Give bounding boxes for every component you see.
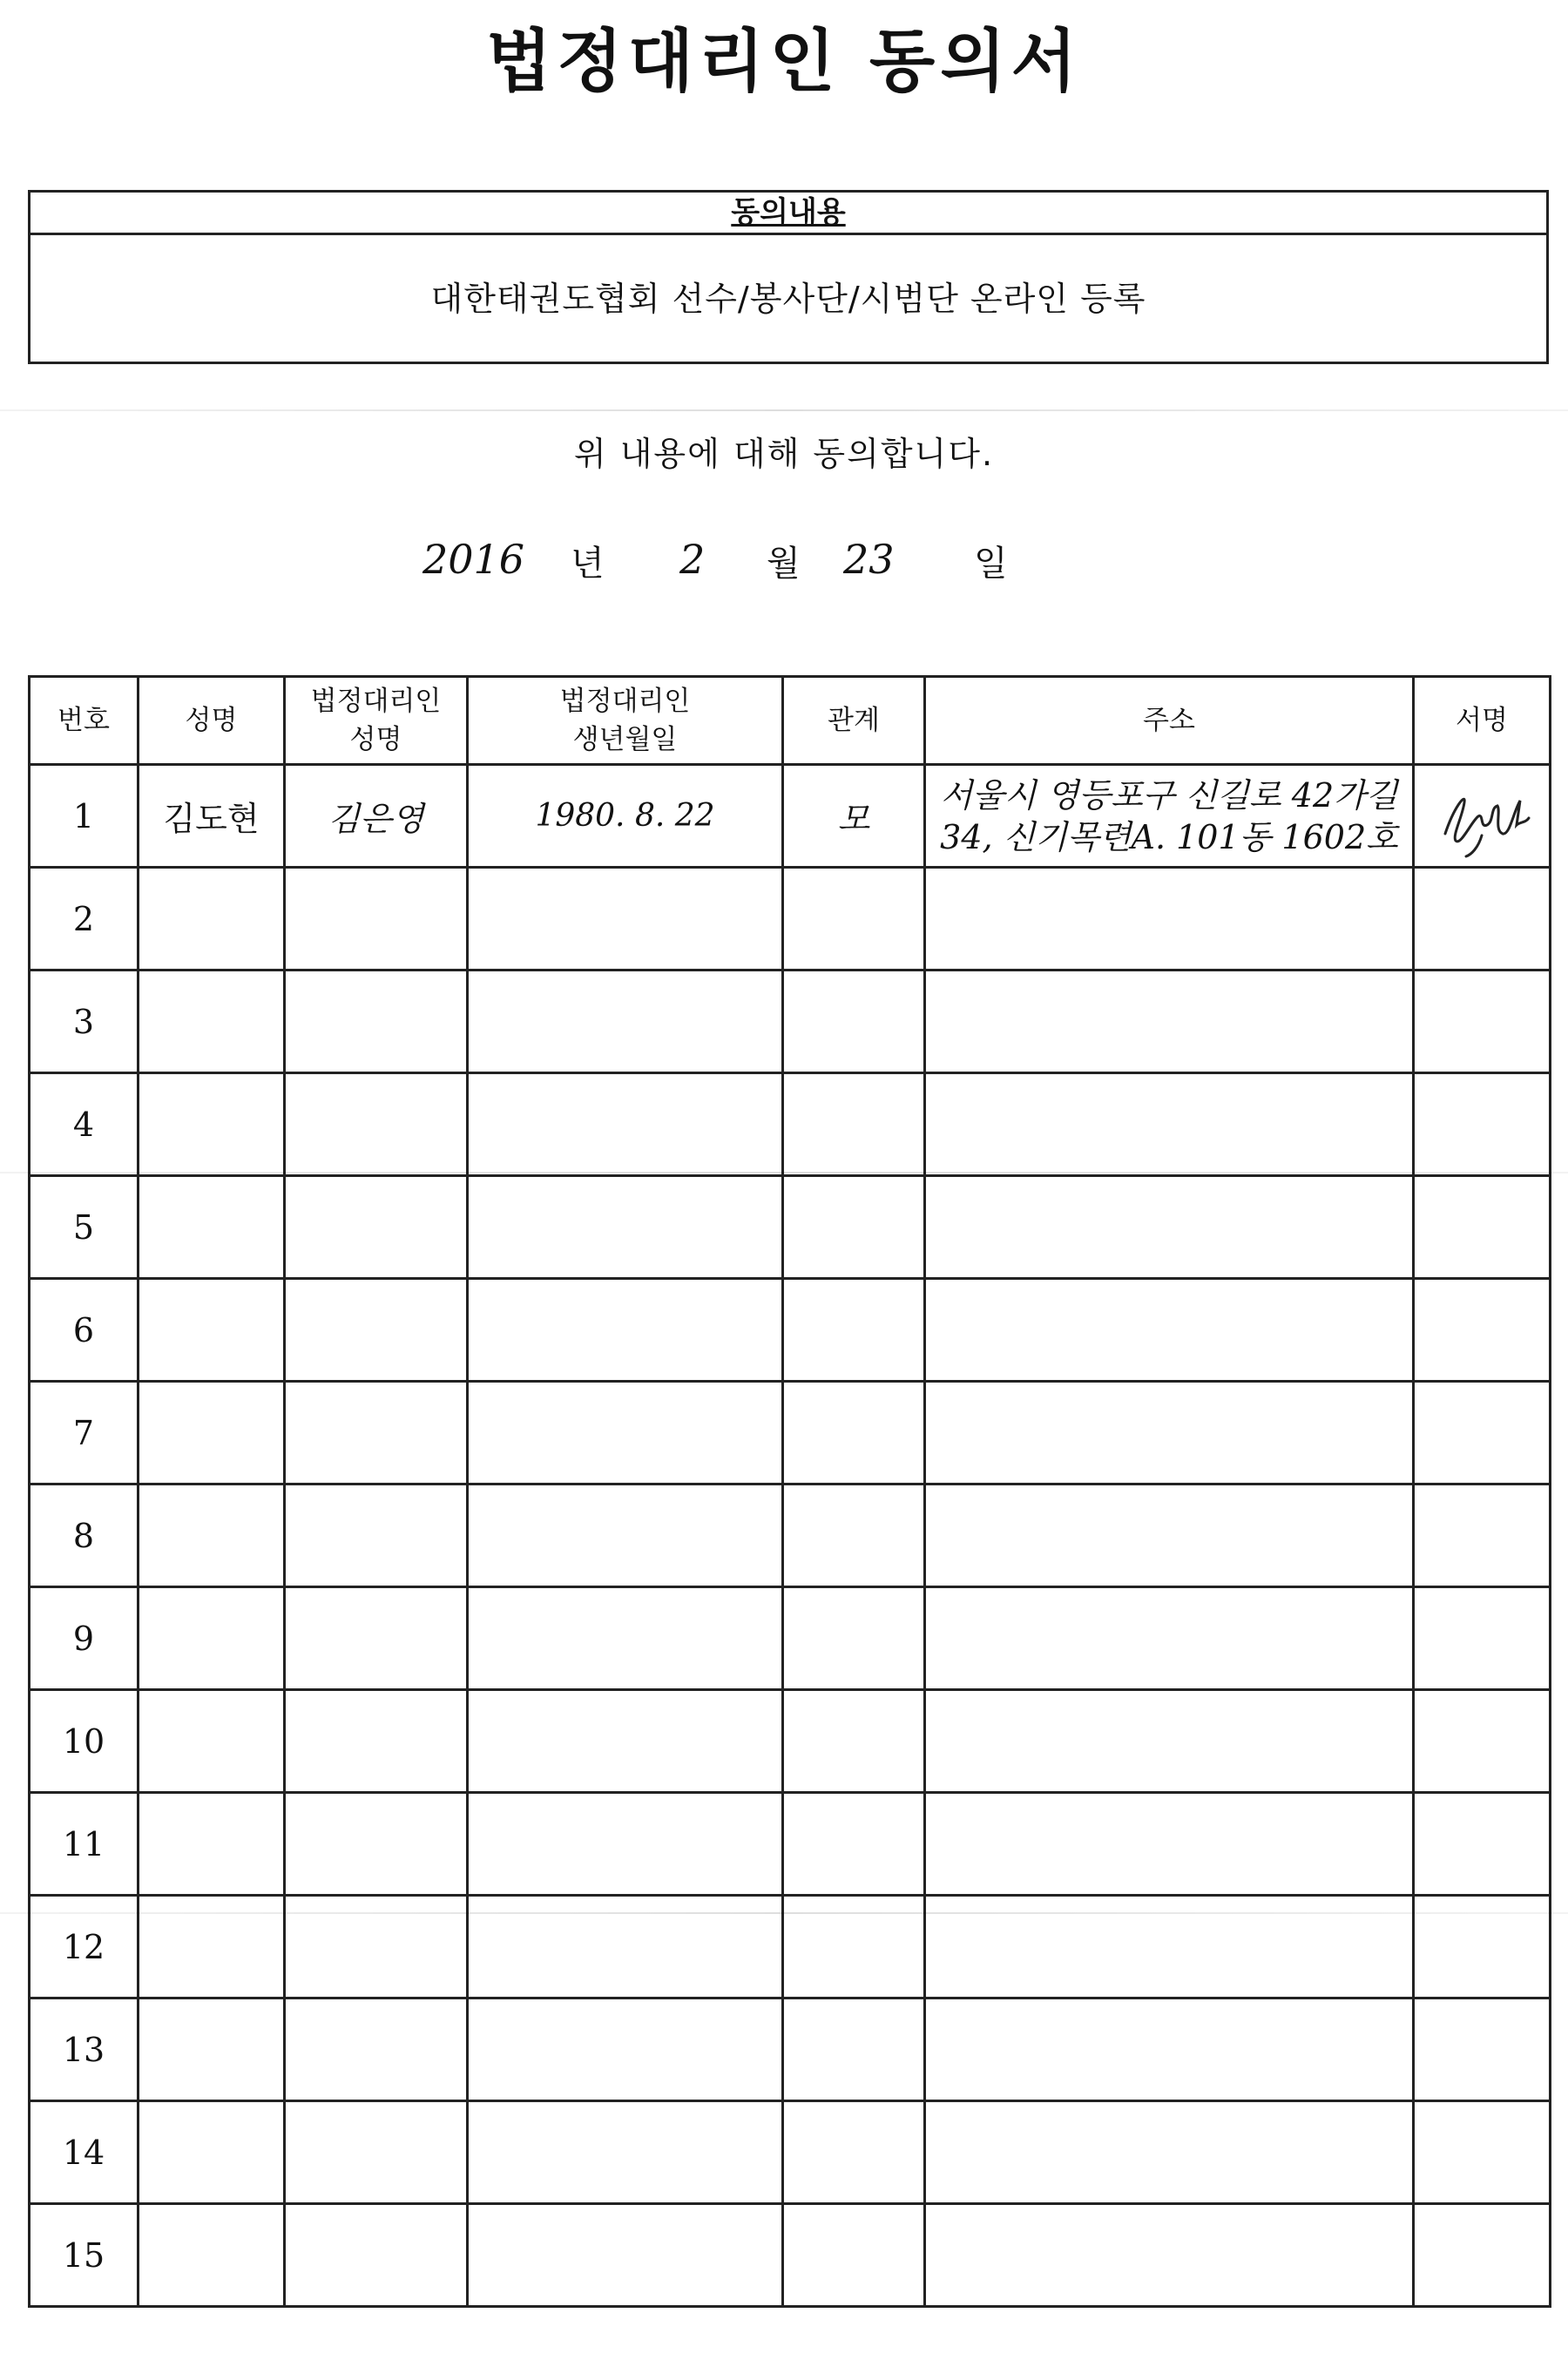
handwritten-signature-icon xyxy=(1429,773,1534,860)
row-guardian-birth[interactable] xyxy=(468,1793,783,1896)
header-guardian-birth-line2: 생년월일 xyxy=(572,724,678,755)
consent-content: 대한태권도협회 선수/봉사단/시범단 온라인 등록 xyxy=(430,280,1146,318)
row-address xyxy=(925,765,1414,868)
row-guardian-birth[interactable] xyxy=(468,2204,783,2307)
row-guardian-name[interactable] xyxy=(285,970,468,1073)
row-relation[interactable] xyxy=(783,1587,925,1690)
row-relation[interactable] xyxy=(783,1073,925,1176)
row-guardian-name[interactable] xyxy=(285,1279,468,1382)
row-guardian-birth[interactable] xyxy=(468,1896,783,1998)
agreement-statement: 위 내용에 대해 동의합니다. xyxy=(573,435,995,473)
table-row xyxy=(30,868,1551,970)
row-address[interactable] xyxy=(925,1587,1414,1690)
row-address-line2: 34, 신기목련A. 101동 1602호 xyxy=(940,817,1398,856)
row-address-line1: 서울시 영등포구 신길로 42가길 xyxy=(940,775,1398,815)
row-signature[interactable] xyxy=(1414,868,1551,970)
table-row xyxy=(30,1279,1551,1382)
row-guardian-birth[interactable] xyxy=(468,1279,783,1382)
row-no: 5 xyxy=(30,1176,139,1279)
table-row xyxy=(30,1382,1551,1484)
row-signature[interactable] xyxy=(1414,1690,1551,1793)
row-address[interactable] xyxy=(925,868,1414,970)
row-guardian-name[interactable] xyxy=(285,2204,468,2307)
row-name[interactable] xyxy=(139,1073,285,1176)
row-guardian-name[interactable] xyxy=(285,1382,468,1484)
row-name[interactable] xyxy=(139,868,285,970)
row-relation[interactable] xyxy=(783,970,925,1073)
row-address[interactable] xyxy=(925,1896,1414,1998)
row-no: 7 xyxy=(30,1382,139,1484)
row-name[interactable] xyxy=(139,1587,285,1690)
row-relation[interactable] xyxy=(783,2204,925,2307)
row-address[interactable] xyxy=(925,2204,1414,2307)
row-no: 15 xyxy=(30,2204,139,2307)
row-guardian-name[interactable] xyxy=(285,1690,468,1793)
row-guardian-name[interactable] xyxy=(285,1484,468,1587)
row-address[interactable] xyxy=(925,1073,1414,1176)
row-no: 9 xyxy=(30,1587,139,1690)
row-no: 2 xyxy=(30,868,139,970)
row-relation[interactable] xyxy=(783,868,925,970)
header-signature: 서명 xyxy=(1414,677,1551,765)
row-no: 11 xyxy=(30,1793,139,1896)
row-name[interactable] xyxy=(139,1176,285,1279)
date-year-label: 년 xyxy=(571,544,605,584)
table-row xyxy=(30,1896,1551,1998)
row-guardian-name: 김은영 xyxy=(285,765,468,868)
header-guardian-birth-line1: 법정대리인 xyxy=(559,686,691,717)
row-guardian-birth[interactable] xyxy=(468,1690,783,1793)
row-no: 6 xyxy=(30,1279,139,1382)
row-name[interactable] xyxy=(139,2204,285,2307)
row-guardian-birth[interactable] xyxy=(468,2101,783,2204)
date-day: 23 xyxy=(843,536,895,583)
row-relation[interactable] xyxy=(783,1998,925,2101)
row-name[interactable] xyxy=(139,1896,285,1998)
row-signature[interactable] xyxy=(1414,1279,1551,1382)
row-address[interactable] xyxy=(925,1793,1414,1896)
date-year: 2016 xyxy=(422,536,525,583)
row-no: 1 xyxy=(30,765,139,868)
date-day-label: 일 xyxy=(974,544,1008,584)
row-guardian-name[interactable] xyxy=(285,1793,468,1896)
row-address[interactable] xyxy=(925,1382,1414,1484)
row-signature[interactable] xyxy=(1414,1998,1551,2101)
date-month: 2 xyxy=(679,536,706,583)
row-signature[interactable] xyxy=(1414,1896,1551,1998)
row-guardian-name[interactable] xyxy=(285,1176,468,1279)
row-guardian-birth[interactable] xyxy=(468,1587,783,1690)
table-row xyxy=(30,2101,1551,2204)
row-address[interactable] xyxy=(925,1998,1414,2101)
row-guardian-name[interactable] xyxy=(285,1073,468,1176)
row-relation[interactable] xyxy=(783,1176,925,1279)
row-signature xyxy=(1414,765,1551,868)
table-row xyxy=(30,1587,1551,1690)
table-row xyxy=(30,1998,1551,2101)
row-guardian-name[interactable] xyxy=(285,1896,468,1998)
table-row xyxy=(30,970,1551,1073)
row-name[interactable] xyxy=(139,1998,285,2101)
guardian-table xyxy=(28,675,1551,2308)
row-signature[interactable] xyxy=(1414,1382,1551,1484)
row-name[interactable] xyxy=(139,1484,285,1587)
row-guardian-birth[interactable] xyxy=(468,1998,783,2101)
row-guardian-name[interactable] xyxy=(285,2101,468,2204)
row-address[interactable] xyxy=(925,1690,1414,1793)
row-guardian-birth[interactable] xyxy=(468,1382,783,1484)
row-address[interactable] xyxy=(925,2101,1414,2204)
row-name[interactable] xyxy=(139,970,285,1073)
row-guardian-birth: 1980. 8. 22 xyxy=(468,765,783,868)
row-guardian-name[interactable] xyxy=(285,868,468,970)
row-no: 13 xyxy=(30,1998,139,2101)
row-signature[interactable] xyxy=(1414,2204,1551,2307)
row-signature[interactable] xyxy=(1414,970,1551,1073)
date-month-label: 월 xyxy=(767,544,801,584)
row-no: 8 xyxy=(30,1484,139,1587)
header-relation: 관계 xyxy=(783,677,925,765)
row-guardian-name[interactable] xyxy=(285,1587,468,1690)
header-guardian-name-line2: 성명 xyxy=(349,724,402,755)
paper-fold-line xyxy=(0,409,1568,411)
consent-header-label: 동의내용 xyxy=(731,195,846,230)
row-relation[interactable] xyxy=(783,2101,925,2204)
consent-box xyxy=(28,190,1549,364)
page-title: 법정대리인 동의서 xyxy=(486,23,1082,101)
header-guardian-birth xyxy=(468,677,783,765)
row-guardian-name[interactable] xyxy=(285,1998,468,2101)
row-signature[interactable] xyxy=(1414,1073,1551,1176)
row-relation[interactable] xyxy=(783,1690,925,1793)
table-row xyxy=(30,1073,1551,1176)
row-relation: 모 xyxy=(783,765,925,868)
row-no: 10 xyxy=(30,1690,139,1793)
row-signature[interactable] xyxy=(1414,1484,1551,1587)
table-row xyxy=(30,1484,1551,1587)
table-row xyxy=(30,2204,1551,2307)
header-address: 주소 xyxy=(925,677,1414,765)
row-name: 김도현 xyxy=(139,765,285,868)
row-name[interactable] xyxy=(139,1382,285,1484)
row-signature[interactable] xyxy=(1414,2101,1551,2204)
row-signature[interactable] xyxy=(1414,1793,1551,1896)
table-header-row xyxy=(30,677,1551,765)
row-address[interactable] xyxy=(925,970,1414,1073)
row-no: 12 xyxy=(30,1896,139,1998)
row-name[interactable] xyxy=(139,1690,285,1793)
row-no: 14 xyxy=(30,2101,139,2204)
paper-fold-line xyxy=(0,1172,1568,1173)
paper-fold-line xyxy=(0,1912,1568,1914)
header-guardian-name-line1: 법정대리인 xyxy=(310,686,442,717)
table-row xyxy=(30,765,1551,868)
table-row xyxy=(30,1690,1551,1793)
table-row xyxy=(30,1793,1551,1896)
header-guardian-name xyxy=(285,677,468,765)
row-guardian-birth[interactable] xyxy=(468,1484,783,1587)
row-guardian-birth[interactable] xyxy=(468,1073,783,1176)
header-no: 번호 xyxy=(30,677,139,765)
row-name[interactable] xyxy=(139,1793,285,1896)
row-name[interactable] xyxy=(139,2101,285,2204)
row-guardian-birth[interactable] xyxy=(468,868,783,970)
row-guardian-birth[interactable] xyxy=(468,970,783,1073)
row-relation[interactable] xyxy=(783,1896,925,1998)
row-no: 4 xyxy=(30,1073,139,1176)
row-name[interactable] xyxy=(139,1279,285,1382)
row-address[interactable] xyxy=(925,1279,1414,1382)
consent-header xyxy=(30,193,1546,235)
row-guardian-birth[interactable] xyxy=(468,1176,783,1279)
table-row xyxy=(30,1176,1551,1279)
header-name: 성명 xyxy=(139,677,285,765)
row-relation[interactable] xyxy=(783,1279,925,1382)
row-address[interactable] xyxy=(925,1484,1414,1587)
row-no: 3 xyxy=(30,970,139,1073)
row-signature[interactable] xyxy=(1414,1587,1551,1690)
row-relation[interactable] xyxy=(783,1382,925,1484)
row-signature[interactable] xyxy=(1414,1176,1551,1279)
row-relation[interactable] xyxy=(783,1793,925,1896)
row-relation[interactable] xyxy=(783,1484,925,1587)
row-address[interactable] xyxy=(925,1176,1414,1279)
